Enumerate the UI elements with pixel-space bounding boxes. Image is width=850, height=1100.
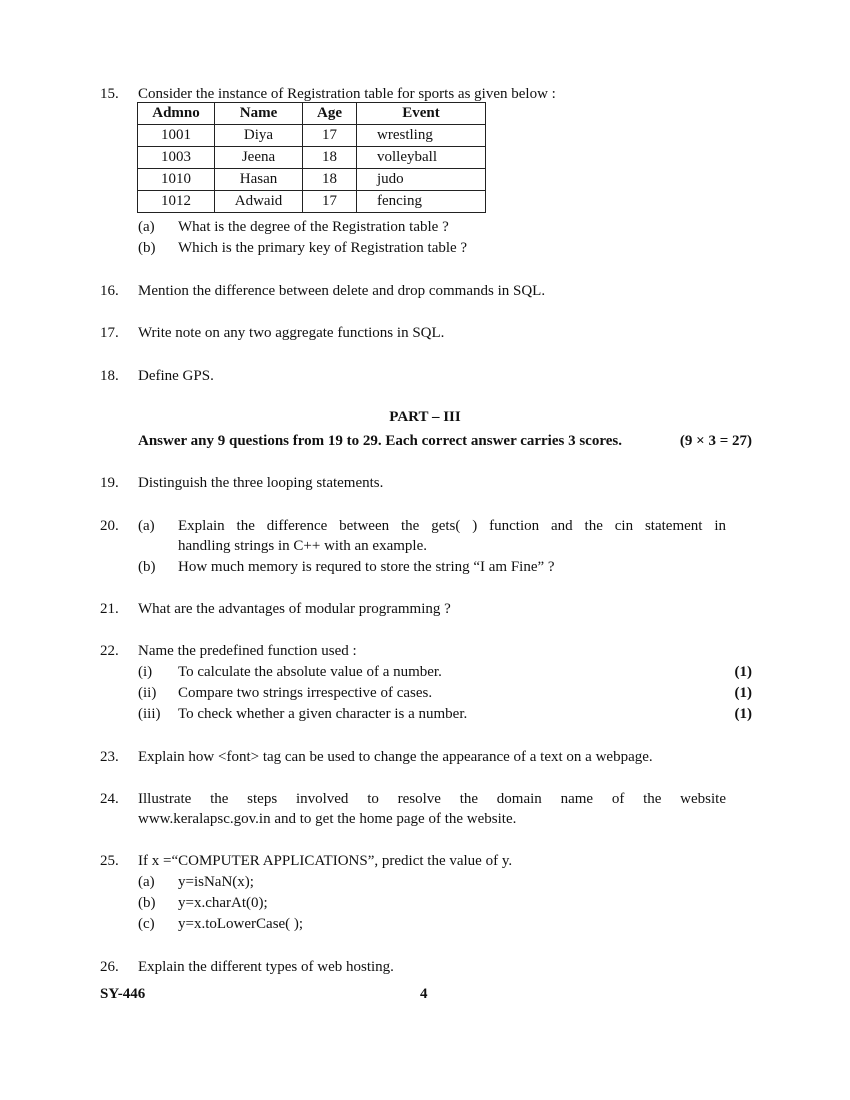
question-number: 20. xyxy=(100,518,119,534)
table-cell: Diya xyxy=(215,125,303,147)
subquestion-label: (b) xyxy=(138,895,156,911)
question-number: 22. xyxy=(100,643,119,659)
question-20 xyxy=(100,516,752,580)
table-cell: 17 xyxy=(303,191,357,213)
subquestion-marks: (1) xyxy=(734,685,752,701)
question-text: What are the advantages of modular programming ? xyxy=(138,601,451,617)
instruction-text: Answer any 9 questions from 19 to 29. Each correct answer carries 3 scores. xyxy=(138,433,622,449)
table-cell: volleyball xyxy=(357,147,486,169)
paper-code: SY-446 xyxy=(100,986,146,1002)
question-number: 16. xyxy=(100,283,119,299)
question-24 xyxy=(100,789,752,831)
table-cell: 1003 xyxy=(138,147,215,169)
subquestion-text: To check whether a given character is a number. xyxy=(178,706,468,722)
question-number: 21. xyxy=(100,601,119,617)
table-cell: 18 xyxy=(303,169,357,191)
part-marks: (9 × 3 = 27) xyxy=(679,433,752,449)
question-text: Name the predefined function used : xyxy=(138,643,357,659)
question-number: 18. xyxy=(100,368,119,384)
question-number: 25. xyxy=(100,853,119,869)
subquestion-marks: (1) xyxy=(734,706,752,722)
subquestion-text-line1: Explain the difference between the gets( ) function and the cin statement in xyxy=(178,518,726,534)
subquestion-marks: (1) xyxy=(734,664,752,680)
subquestion-text: Compare two strings irrespective of cases. xyxy=(178,685,433,701)
subquestion-label: (iii) xyxy=(138,706,161,722)
question-text: Explain the different types of web hosting. xyxy=(138,959,394,975)
question-number: 23. xyxy=(100,749,119,765)
subquestion-text: To calculate the absolute value of a number. xyxy=(178,664,442,680)
question-text: Distinguish the three looping statements. xyxy=(138,475,384,491)
question-text: Write note on any two aggregate functions in SQL. xyxy=(138,325,445,341)
subquestion-text: y=x.charAt(0); xyxy=(178,895,268,911)
table-cell: 1010 xyxy=(138,169,215,191)
question-number: 15. xyxy=(100,86,119,102)
table-header: Admno xyxy=(138,103,215,125)
question-number: 19. xyxy=(100,475,119,491)
table-row xyxy=(138,169,486,191)
subquestion-text: Which is the primary key of Registration table ? xyxy=(178,240,468,256)
question-text: If x =“COMPUTER APPLICATIONS”, predict the value of y. xyxy=(138,853,513,869)
table-cell: 18 xyxy=(303,147,357,169)
question-number: 24. xyxy=(100,791,119,807)
table-row xyxy=(138,191,486,213)
table-cell: Hasan xyxy=(215,169,303,191)
question-text-line1: Illustrate the steps involved to resolve the domain name of the website xyxy=(138,791,726,807)
question-number: 17. xyxy=(100,325,119,341)
table-cell: judo xyxy=(357,169,486,191)
table-row xyxy=(138,147,486,169)
table-cell: 17 xyxy=(303,125,357,147)
subquestion-text: What is the degree of the Registration table ? xyxy=(178,219,449,235)
table-header: Event xyxy=(357,103,486,125)
table-cell: wrestling xyxy=(357,125,486,147)
table-header: Age xyxy=(303,103,357,125)
table-cell: fencing xyxy=(357,191,486,213)
subquestion-label: (c) xyxy=(138,916,155,932)
subquestion-label: (ii) xyxy=(138,685,157,701)
subquestion-label: (a) xyxy=(138,219,155,235)
subquestion-label: (i) xyxy=(138,664,153,680)
table-row xyxy=(138,125,486,147)
subquestion-text: y=isNaN(x); xyxy=(178,874,254,890)
part-title: PART – III xyxy=(389,409,461,425)
registration-table xyxy=(137,102,486,213)
table-cell: 1001 xyxy=(138,125,215,147)
subquestion-text: y=x.toLowerCase( ); xyxy=(178,916,304,932)
table-cell: Adwaid xyxy=(215,191,303,213)
question-number: 26. xyxy=(100,959,119,975)
part-instruction xyxy=(138,431,752,451)
page-number: 4 xyxy=(420,986,428,1002)
table-cell: 1012 xyxy=(138,191,215,213)
subquestion-label: (b) xyxy=(138,240,156,256)
question-text: Consider the instance of Registration table for sports as given below : xyxy=(138,86,556,102)
table-header-row xyxy=(138,103,486,125)
table-header: Name xyxy=(215,103,303,125)
question-25 xyxy=(100,851,752,935)
question-text-line2: www.keralapsc.gov.in and to get the home page of the website. xyxy=(138,811,517,827)
question-text: Mention the difference between delete and drop commands in SQL. xyxy=(138,283,546,299)
table-cell: Jeena xyxy=(215,147,303,169)
subquestion-label: (b) xyxy=(138,559,156,575)
subquestion-label: (a) xyxy=(138,518,155,534)
subquestion-text: How much memory is requred to store the string “I am Fine” ? xyxy=(178,559,555,575)
question-22 xyxy=(100,641,752,725)
question-text: Define GPS. xyxy=(138,368,214,384)
subquestion-text-line2: handling strings in C++ with an example. xyxy=(178,538,427,554)
question-text: Explain how <font> tag can be used to change the appearance of a text on a webpage. xyxy=(138,749,653,765)
subquestion-label: (a) xyxy=(138,874,155,890)
